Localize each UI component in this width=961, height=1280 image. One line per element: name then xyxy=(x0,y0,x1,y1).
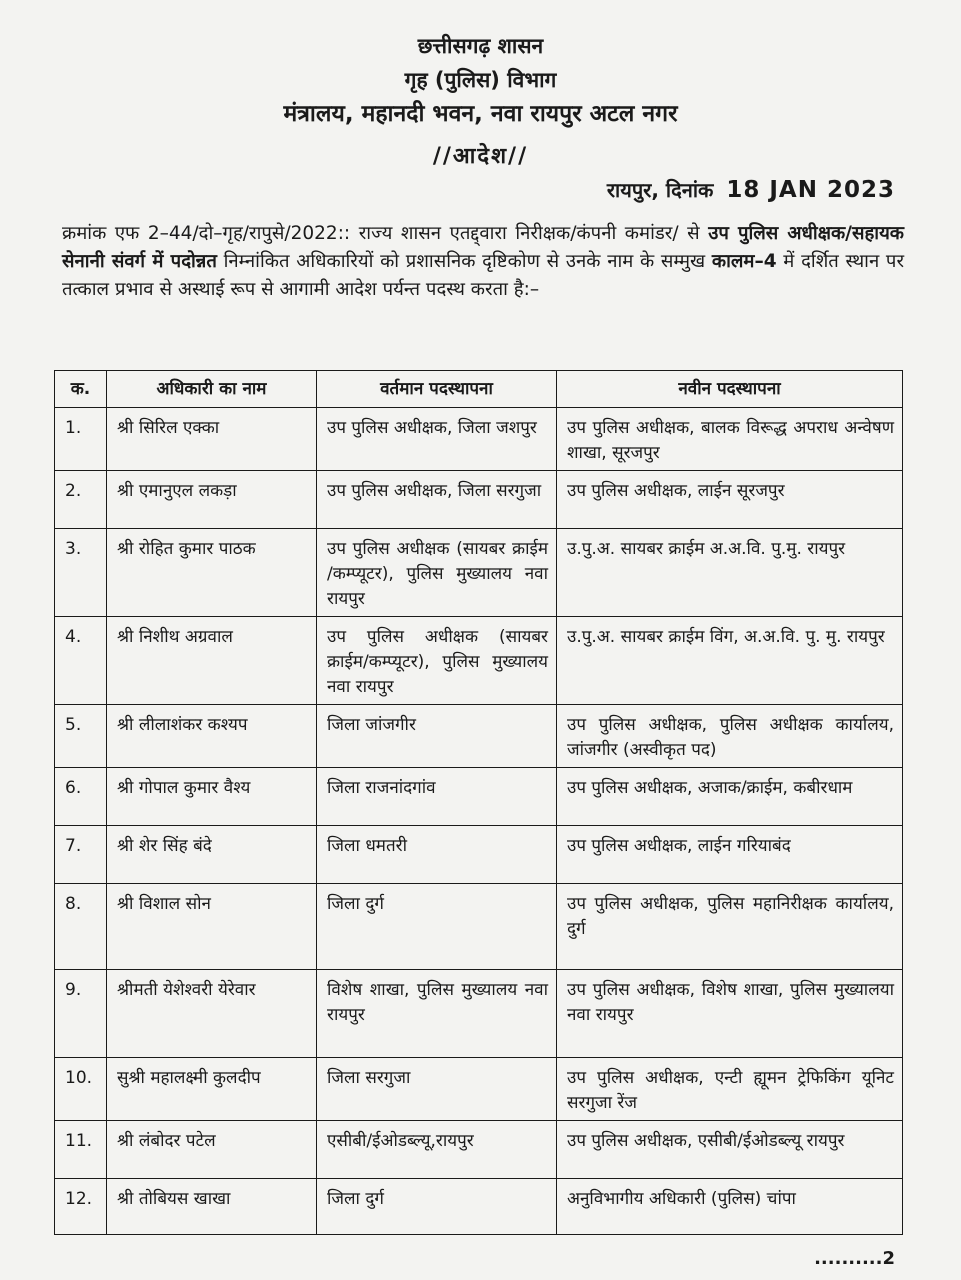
department-title: गृह (पुलिस) विभाग xyxy=(404,68,557,92)
cell-new: उप पुलिस अधीक्षक, एसीबी/ईओडब्ल्यू रायपुर xyxy=(557,1121,903,1179)
cell-num: 8. xyxy=(55,884,107,970)
cell-current: उप पुलिस अधीक्षक, जिला सरगुजा xyxy=(317,471,557,529)
cell-num: 5. xyxy=(55,705,107,768)
table-row xyxy=(55,768,903,826)
cell-name: श्रीमती येशेश्वरी येरेवार xyxy=(107,970,317,1058)
header-current: वर्तमान पदस्थापना xyxy=(317,371,557,408)
cell-name: श्री गोपाल कुमार वैश्य xyxy=(107,768,317,826)
preamble-part1: क्रमांक एफ 2–44/दो–गृह/रापुसे/2022:: राज्य शासन एतद्द्वारा निरीक्षक/कंपनी कमांडर/ से xyxy=(62,223,709,244)
posting-table xyxy=(54,370,903,1235)
cell-name: श्री निशीथ अग्रवाल xyxy=(107,617,317,705)
cell-name: श्री रोहित कुमार पाठक xyxy=(107,529,317,617)
cell-current: विशेष शाखा, पुलिस मुख्यालय नवा रायपुर xyxy=(317,970,557,1058)
cell-num: 12. xyxy=(55,1179,107,1235)
cell-num: 11. xyxy=(55,1121,107,1179)
cell-new: उप पुलिस अधीक्षक, पुलिस महानिरीक्षक कार्यालय, दुर्ग xyxy=(557,884,903,970)
dateline xyxy=(607,176,895,203)
cell-current: जिला सरगुजा xyxy=(317,1058,557,1121)
order-heading: //आदेश// xyxy=(432,144,529,169)
table-row xyxy=(55,471,903,529)
table-row xyxy=(55,826,903,884)
cell-new: उप पुलिस अधीक्षक, एन्टी ह्यूमन ट्रेफिकिंग यूनिट सरगुजा रेंज xyxy=(557,1058,903,1121)
cell-new: अनुविभागीय अधिकारी (पुलिस) चांपा xyxy=(557,1179,903,1235)
cell-new: उप पुलिस अधीक्षक, बालक विरूद्ध अपराध अन्वेषण शाखा, सूरजपुर xyxy=(557,408,903,471)
header-new: नवीन पदस्थापना xyxy=(557,371,903,408)
table-row xyxy=(55,1121,903,1179)
date-stamp: 18 JAN 2023 xyxy=(726,177,895,203)
preamble-bold2: कालम–4 xyxy=(711,251,777,272)
cell-num: 2. xyxy=(55,471,107,529)
cell-current: जिला राजनांदगांव xyxy=(317,768,557,826)
table-row xyxy=(55,529,903,617)
cell-num: 7. xyxy=(55,826,107,884)
header-num: क. xyxy=(55,371,107,408)
cell-name: श्री लीलाशंकर कश्यप xyxy=(107,705,317,768)
preamble-part2: निम्नांकित अधिकारियों को प्रशासनिक दृष्टिकोण से उनके नाम के सम्मुख xyxy=(216,251,712,272)
office-address: मंत्रालय, महानदी भवन, नवा रायपुर अटल नगर xyxy=(283,101,678,127)
cell-num: 10. xyxy=(55,1058,107,1121)
cell-num: 1. xyxy=(55,408,107,471)
cell-num: 3. xyxy=(55,529,107,617)
cell-num: 6. xyxy=(55,768,107,826)
cell-new: उप पुलिस अधीक्षक, पुलिस अधीक्षक कार्यालय, जांजगीर (अस्वीकृत पद) xyxy=(557,705,903,768)
header-name: अधिकारी का नाम xyxy=(107,371,317,408)
cell-current: जिला दुर्ग xyxy=(317,884,557,970)
cell-name: श्री शेर सिंह बंदे xyxy=(107,826,317,884)
cell-name: श्री तोबियस खाखा xyxy=(107,1179,317,1235)
cell-name: श्री एमानुएल लकड़ा xyxy=(107,471,317,529)
cell-current: उप पुलिस अधीक्षक, जिला जशपुर xyxy=(317,408,557,471)
cell-new: उप पुलिस अधीक्षक, विशेष शाखा, पुलिस मुख्यालया नवा रायपुर xyxy=(557,970,903,1058)
page-marker: ..........2 xyxy=(814,1248,895,1269)
cell-name: श्री सिरिल एक्का xyxy=(107,408,317,471)
table-row xyxy=(55,705,903,768)
table-row xyxy=(55,970,903,1058)
cell-new: उप पुलिस अधीक्षक, लाईन सूरजपुर xyxy=(557,471,903,529)
cell-name: श्री लंबोदर पटेल xyxy=(107,1121,317,1179)
cell-current: एसीबी/ईओडब्ल्यू,रायपुर xyxy=(317,1121,557,1179)
cell-name: श्री विशाल सोन xyxy=(107,884,317,970)
cell-current: जिला जांजगीर xyxy=(317,705,557,768)
cell-current: जिला धमतरी xyxy=(317,826,557,884)
cell-current: उप पुलिस अधीक्षक (सायबर क्राईम/कम्प्यूटर), पुलिस मुख्यालय नवा रायपुर xyxy=(317,617,557,705)
preamble-bold1: उप पुलिस अधीक्षक/सहायक सेनानी संवर्ग में पदोन्नत xyxy=(62,223,905,272)
table-header-row xyxy=(55,371,903,408)
order-preamble xyxy=(62,220,904,304)
govt-title: छत्तीसगढ़ शासन xyxy=(417,34,544,58)
cell-new: उप पुलिस अधीक्षक, लाईन गरियाबंद xyxy=(557,826,903,884)
cell-name: सुश्री महालक्ष्मी कुलदीप xyxy=(107,1058,317,1121)
preamble-part3: में दर्शित स्थान पर तत्काल प्रभाव से अस्थाई रूप से आगामी आदेश पर्यन्त पदस्थ करता है:– xyxy=(62,251,905,300)
table-row xyxy=(55,617,903,705)
table-row xyxy=(55,408,903,471)
cell-num: 4. xyxy=(55,617,107,705)
cell-num: 9. xyxy=(55,970,107,1058)
cell-current: उप पुलिस अधीक्षक (सायबर क्राईम /कम्प्यूटर), पुलिस मुख्यालय नवा रायपुर xyxy=(317,529,557,617)
cell-new: उप पुलिस अधीक्षक, अजाक/क्राईम, कबीरधाम xyxy=(557,768,903,826)
table-row xyxy=(55,1179,903,1235)
table-row xyxy=(55,1058,903,1121)
dateline-label: रायपुर, दिनांक xyxy=(606,178,714,202)
cell-new: उ.पु.अ. सायबर क्राईम विंग, अ.अ.वि. पु. मु. रायपुर xyxy=(557,617,903,705)
table-row xyxy=(55,884,903,970)
cell-current: जिला दुर्ग xyxy=(317,1179,557,1235)
cell-new: उ.पु.अ. सायबर क्राईम अ.अ.वि. पु.मु. रायपुर xyxy=(557,529,903,617)
